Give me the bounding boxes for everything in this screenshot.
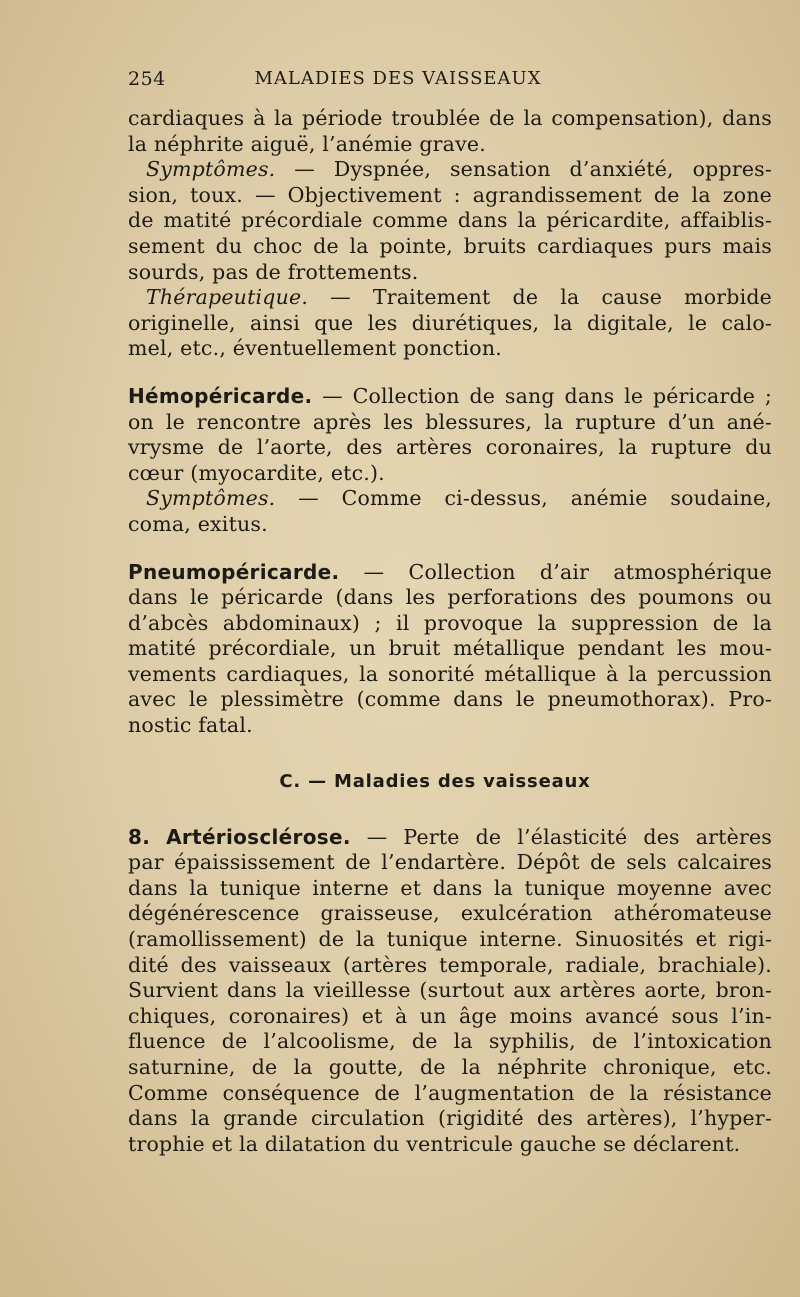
text-fragment: — Perte de l’élasticité des artères xyxy=(350,824,772,849)
text-line: saturnine, de la goutte, de la néphrite chronique, etc. xyxy=(128,1055,772,1079)
text-line: (ramollissement) de la tunique interne. Sinuosités et rigi- xyxy=(128,927,772,952)
text-line: sement du choc de la pointe, bruits cardiaques purs mais xyxy=(128,233,772,258)
text-line: chiques, coronaires) et à un âge moins avancé sous l’in- xyxy=(128,1003,772,1028)
running-title: MALADIES DES VAISSEAUX xyxy=(254,68,542,89)
running-head xyxy=(128,68,668,94)
text-line: dégénérescence graisseuse, exulcération athéromateuse xyxy=(128,901,772,926)
text-line: originelle, ainsi que les diurétiques, la digitale, le calo- xyxy=(128,310,772,335)
text-line: d’abcès abdominaux) ; il provoque la suppression de la xyxy=(128,610,772,635)
text-line: vements cardiaques, la sonorité métallique à la percussion xyxy=(128,661,772,686)
text-line: dans la grande circulation (rigidité des artères), l’hyper- xyxy=(128,1106,772,1131)
text-line: nostic fatal. xyxy=(128,713,253,738)
text-line: par épaississement de l’endartère. Dépôt de sels calcaires xyxy=(128,850,772,875)
text-line xyxy=(128,285,772,311)
text-line: mel, etc., éventuellement ponction. xyxy=(128,336,502,361)
text-fragment: — Comme ci-dessus, anémie soudaine, xyxy=(275,486,772,511)
text-line: on le rencontre après les blessures, la rupture d’un ané- xyxy=(128,409,772,434)
symptomes-label: Symptômes. xyxy=(146,157,276,182)
text-line: coma, exitus. xyxy=(128,511,268,536)
text-line: sourds, pas de frottements. xyxy=(128,259,419,284)
text-line: matité précordiale, un bruit métallique pendant les mou- xyxy=(128,636,772,661)
headword-hemopericarde: Hémopéricarde. xyxy=(128,383,313,408)
headword-pneumopericarde: Pneumopéricarde. xyxy=(128,559,340,584)
text-fragment: — Collection d’air atmosphérique xyxy=(339,559,772,584)
text-line: avec le plessimètre (comme dans le pneumothorax). Pro- xyxy=(128,687,772,712)
entry-number: 8. xyxy=(128,824,151,849)
page-text xyxy=(128,106,772,1157)
section-heading: C. — Maladies des vaisseaux xyxy=(279,770,591,792)
text-line xyxy=(128,157,772,183)
text-line: la néphrite aiguë, l’anémie grave. xyxy=(128,131,486,156)
text-line: dans la tunique interne et dans la tunique moyenne avec xyxy=(128,875,772,900)
text-line: cardiaques à la période troublée de la compensation), dans xyxy=(128,106,772,130)
headword-arteriosclerose: Artériosclérose. xyxy=(166,824,351,849)
text-line: sion, toux. — Objectivement : agrandissement de la zone xyxy=(128,182,772,207)
text-line: dité des vaisseaux (artères temporale, radiale, brachiale). xyxy=(128,952,772,977)
therapeutique-label: Thérapeutique. xyxy=(146,285,309,310)
text-line: vrysme de l’aorte, des artères coronaires, la rupture du xyxy=(128,435,772,460)
text-fragment: — Traitement de la cause morbide xyxy=(308,285,772,310)
text-line xyxy=(128,825,772,851)
text-line: dans le péricarde (dans les perforations des poumons ou xyxy=(128,585,772,610)
text-line: Survient dans la vieillesse (surtout aux artères aorte, bron- xyxy=(128,978,772,1003)
text-line xyxy=(128,384,772,410)
text-line: de matité précordiale comme dans la péricardite, affaiblis- xyxy=(128,208,772,233)
text-line: Comme conséquence de l’augmentation de la résistance xyxy=(128,1080,772,1105)
page-number: 254 xyxy=(128,68,166,90)
text-line xyxy=(128,560,772,586)
text-line: trophie et la dilatation du ventricule gauche se déclarent. xyxy=(128,1131,741,1156)
text-line: cœur (myocardite, etc.). xyxy=(128,460,385,485)
text-line xyxy=(128,486,772,512)
text-fragment: — Collection de sang dans le péricarde ; xyxy=(312,383,772,408)
text-line: fluence de l’alcoolisme, de la syphilis, de l’intoxication xyxy=(128,1029,772,1054)
symptomes-label: Symptômes. xyxy=(146,486,276,511)
text-fragment: — Dyspnée, sensation d’anxiété, oppres- xyxy=(275,157,772,182)
